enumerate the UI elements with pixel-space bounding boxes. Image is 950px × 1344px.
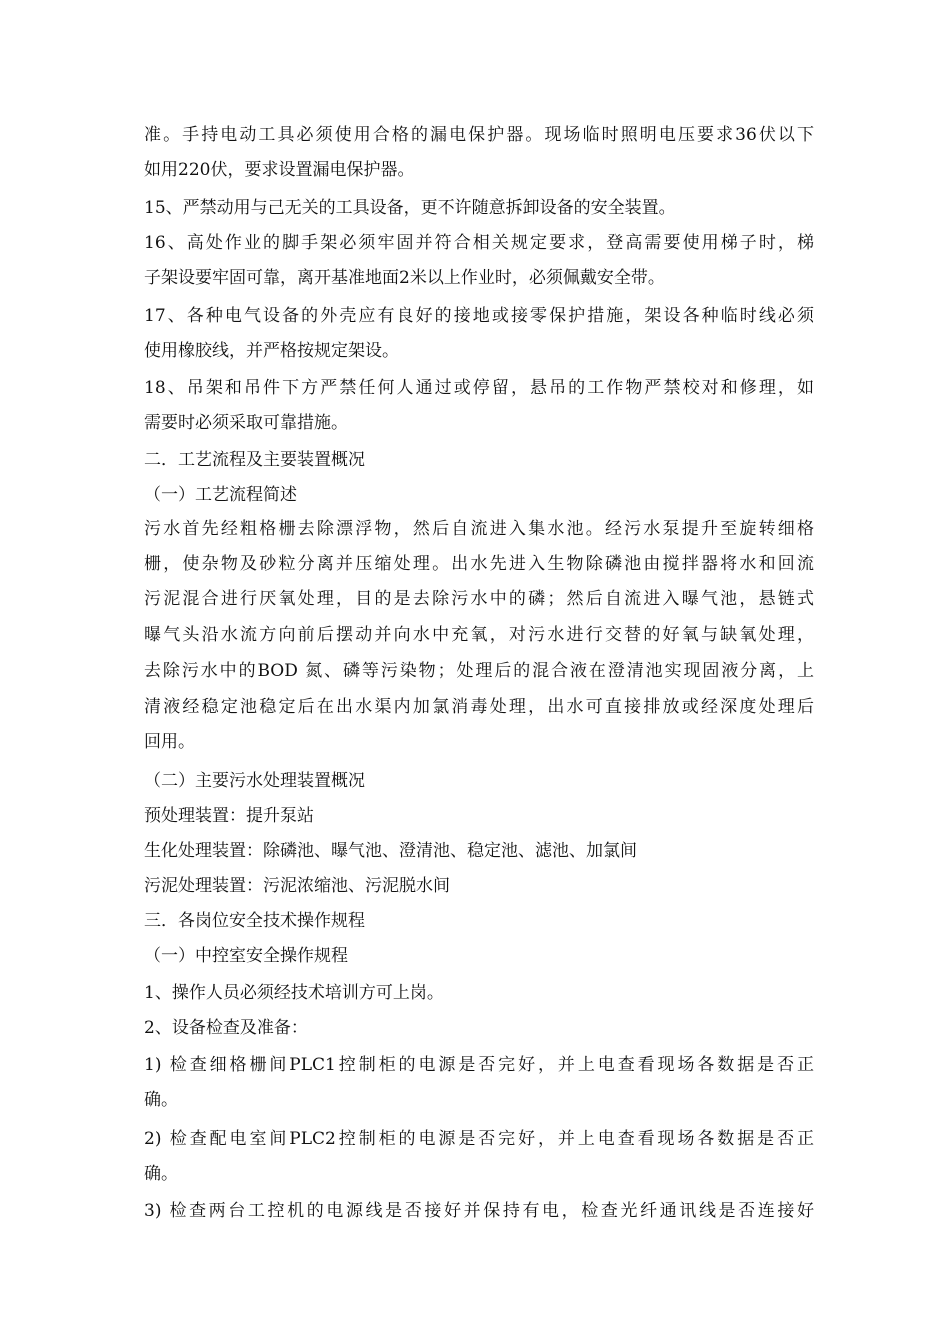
- text-line: 确。: [144, 1090, 178, 1110]
- text-line: 如用220伏，要求设置漏电保护器。: [144, 160, 415, 180]
- text-line: 回用。: [144, 732, 195, 752]
- text-line: 去除污水中的BOD 氮、磷等污染物；处理后的混合液在澄清池实现固液分离，上: [144, 661, 814, 681]
- subsection-heading: （一）工艺流程简述: [144, 485, 297, 505]
- subsection-heading: （一）中控室安全操作规程: [144, 946, 348, 966]
- text-line: 预处理装置：提升泵站: [144, 806, 314, 826]
- text-line: 1) 检查细格栅间PLC1控制柜的电源是否完好，并上电查看现场各数据是否正: [144, 1055, 814, 1075]
- text-line: 准。手持电动工具必须使用合格的漏电保护器。现场临时照明电压要求36伏以下: [144, 125, 814, 145]
- text-line: 污泥处理装置：污泥浓缩池、污泥脱水间: [144, 876, 450, 896]
- subsection-heading: （二）主要污水处理装置概况: [144, 771, 365, 791]
- section-heading: 二．工艺流程及主要装置概况: [144, 450, 365, 470]
- text-line: 清液经稳定池稳定后在出水渠内加氯消毒处理，出水可直接排放或经深度处理后: [144, 697, 814, 717]
- text-line: 污泥混合进行厌氧处理，目的是去除污水中的磷；然后自流进入曝气池，悬链式: [144, 589, 814, 609]
- text-line: 生化处理装置：除磷池、曝气池、澄清池、稳定池、滤池、加氯间: [144, 841, 637, 861]
- text-line: 确。: [144, 1164, 178, 1184]
- section-heading: 三．各岗位安全技术操作规程: [144, 911, 365, 931]
- text-line: 需要时必须采取可靠措施。: [144, 413, 348, 433]
- text-line: 18、吊架和吊件下方严禁任何人通过或停留，悬吊的工作物严禁校对和修理，如: [144, 378, 814, 398]
- text-line: 污水首先经粗格栅去除漂浮物，然后自流进入集水池。经污水泵提升至旋转细格: [144, 519, 814, 539]
- text-line: 17、各种电气设备的外壳应有良好的接地或接零保护措施，架设各种临时线必须: [144, 306, 814, 326]
- text-line: 曝气头沿水流方向前后摆动并向水中充氧，对污水进行交替的好氧与缺氧处理，: [144, 625, 814, 645]
- text-line: 使用橡胶线，并严格按规定架设。: [144, 341, 399, 361]
- text-line: 栅，使杂物及砂粒分离并压缩处理。出水先进入生物除磷池由搅拌器将水和回流: [144, 554, 814, 574]
- text-line: 2、设备检查及准备：: [144, 1018, 308, 1038]
- text-line: 16、高处作业的脚手架必须牢固并符合相关规定要求，登高需要使用梯子时，梯: [144, 233, 814, 253]
- text-line: 子架设要牢固可靠，离开基准地面2米以上作业时，必须佩戴安全带。: [144, 268, 665, 288]
- text-line: 2) 检查配电室间PLC2控制柜的电源是否完好，并上电查看现场各数据是否正: [144, 1129, 814, 1149]
- text-line: 3) 检查两台工控机的电源线是否接好并保持有电，检查光纤通讯线是否连接好: [144, 1201, 814, 1221]
- text-line: 15、严禁动用与己无关的工具设备，更不许随意拆卸设备的安全装置。: [144, 198, 676, 218]
- text-line: 1、操作人员必须经技术培训方可上岗。: [144, 983, 444, 1003]
